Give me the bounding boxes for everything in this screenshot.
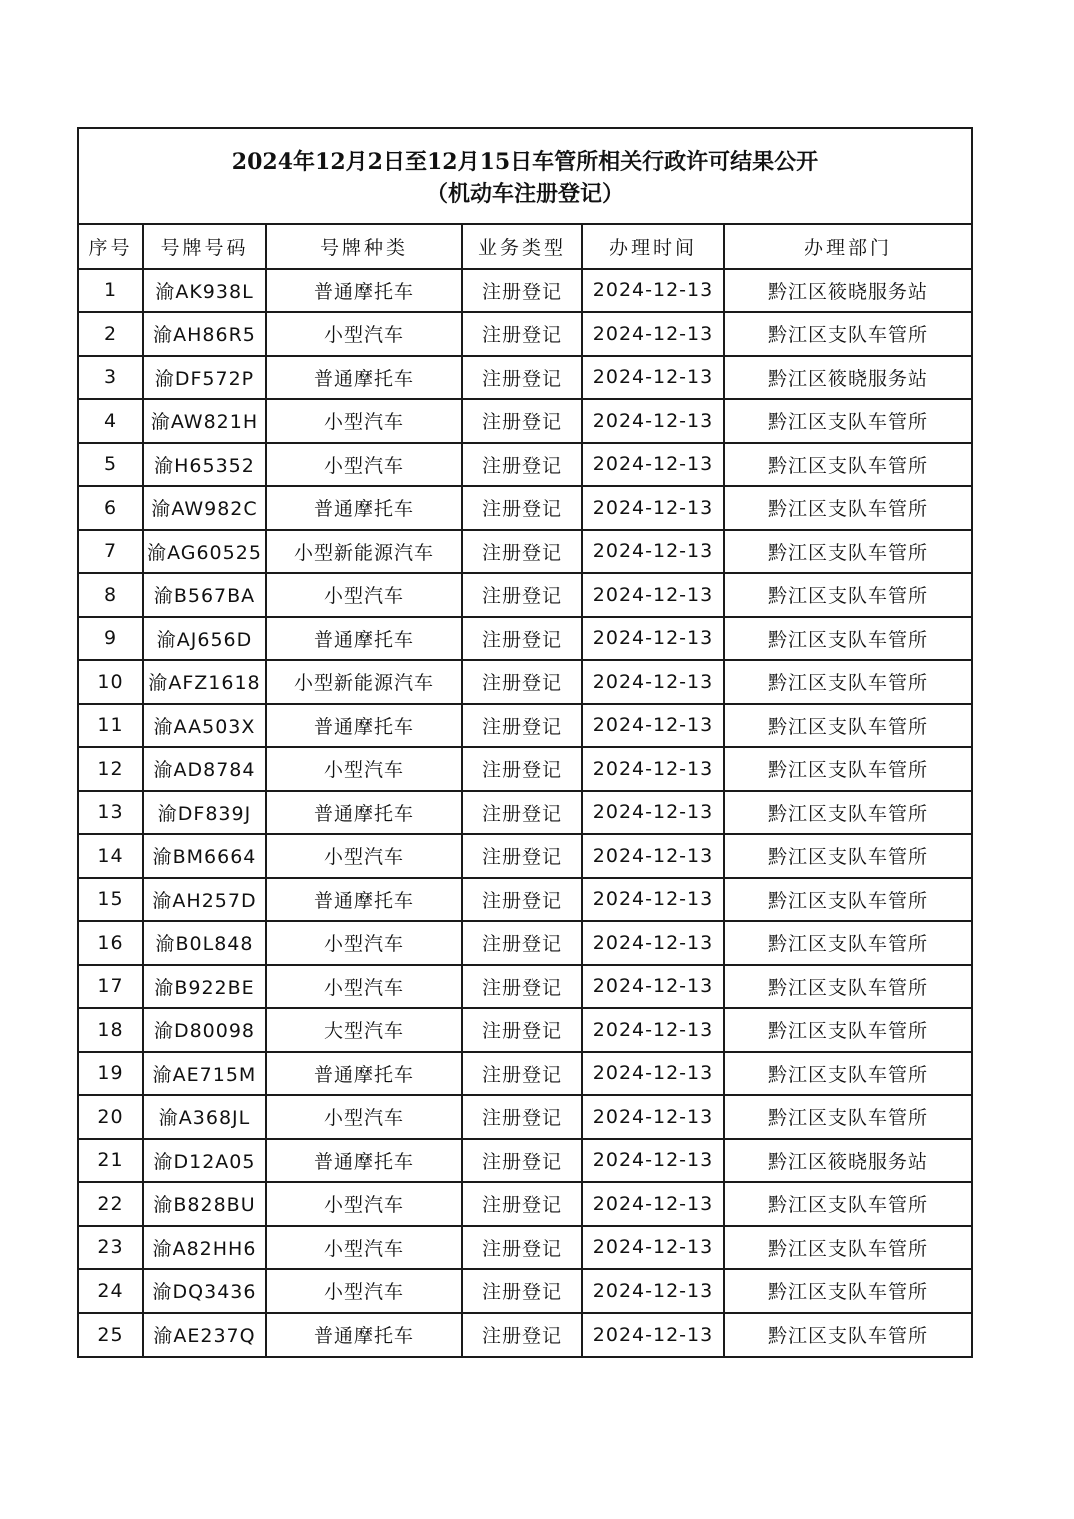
table-header-row (79, 225, 971, 269)
cell-serial: 4 (79, 399, 143, 443)
table-row (79, 747, 971, 791)
cell-business-type: 注册登记 (462, 965, 582, 1009)
cell-business-type: 注册登记 (462, 486, 582, 530)
table-row (79, 269, 971, 313)
cell-department: 黔江区支队车管所 (724, 443, 971, 487)
cell-department: 黔江区筱晓服务站 (724, 356, 971, 400)
cell-department: 黔江区支队车管所 (724, 1008, 971, 1052)
cell-serial: 19 (79, 1052, 143, 1096)
header-plate-number: 号牌号码 (143, 225, 266, 269)
cell-plate-type: 小型汽车 (266, 1095, 462, 1139)
table-row (79, 617, 971, 661)
table-row (79, 1269, 971, 1313)
cell-processing-date: 2024-12-13 (582, 530, 724, 574)
table-row (79, 1139, 971, 1183)
cell-plate-number: 渝AD8784 (143, 747, 266, 791)
cell-department: 黔江区支队车管所 (724, 486, 971, 530)
cell-processing-date: 2024-12-13 (582, 1095, 724, 1139)
cell-serial: 2 (79, 312, 143, 356)
cell-department: 黔江区支队车管所 (724, 530, 971, 574)
cell-department: 黔江区支队车管所 (724, 834, 971, 878)
cell-business-type: 注册登记 (462, 704, 582, 748)
table-row (79, 660, 971, 704)
table-row (79, 443, 971, 487)
cell-plate-number: 渝B922BE (143, 965, 266, 1009)
cell-department: 黔江区支队车管所 (767, 1325, 928, 1348)
header-plate-type: 号牌种类 (266, 225, 462, 269)
table-row (79, 1313, 971, 1357)
cell-plate-number: 渝A82HH6 (143, 1226, 266, 1270)
table-row (79, 834, 971, 878)
cell-department: 黔江区支队车管所 (724, 1052, 971, 1096)
cell-serial: 15 (79, 878, 143, 922)
cell-plate-type: 小型汽车 (266, 573, 462, 617)
cell-department: 黔江区支队车管所 (724, 791, 971, 835)
table-row (79, 573, 971, 617)
cell-serial: 21 (79, 1139, 143, 1183)
cell-serial: 7 (79, 530, 143, 574)
cell-plate-number: 渝AH257D (143, 878, 266, 922)
cell-business-type: 注册登记 (462, 921, 582, 965)
cell-business-type: 注册登记 (462, 573, 582, 617)
cell-plate-number: 渝AW982C (143, 486, 266, 530)
cell-plate-number: 渝AJ656D (143, 617, 266, 661)
cell-department: 黔江区支队车管所 (724, 1095, 971, 1139)
table-row (79, 878, 971, 922)
cell-processing-date: 2024-12-13 (582, 443, 724, 487)
header-department: 办理部门 (724, 225, 971, 269)
cell-plate-number: 渝DQ3436 (143, 1269, 266, 1313)
cell-department: 黔江区支队车管所 (724, 921, 971, 965)
table-row (79, 704, 971, 748)
cell-business-type: 注册登记 (462, 1052, 582, 1096)
cell-serial: 11 (79, 704, 143, 748)
header-business-type: 业务类型 (462, 225, 582, 269)
document-sheet (77, 127, 973, 1358)
cell-processing-date: 2024-12-13 (582, 1008, 724, 1052)
cell-serial: 22 (79, 1182, 143, 1226)
cell-processing-date: 2024-12-13 (582, 312, 724, 356)
cell-processing-date: 2024-12-13 (582, 1313, 724, 1357)
cell-business-type: 注册登记 (462, 1182, 582, 1226)
cell-processing-date: 2024-12-13 (582, 617, 724, 661)
cell-business-type: 注册登记 (462, 791, 582, 835)
cell-plate-number: 渝DF839J (143, 791, 266, 835)
cell-business-type: 注册登记 (462, 312, 582, 356)
cell-plate-type: 普通摩托车 (266, 791, 462, 835)
header-serial: 序号 (79, 225, 143, 269)
header-processing-date: 办理时间 (582, 225, 724, 269)
cell-department: 黔江区支队车管所 (724, 399, 971, 443)
cell-business-type: 注册登记 (462, 1139, 582, 1183)
cell-department: 黔江区支队车管所 (724, 747, 971, 791)
cell-processing-date: 2024-12-13 (582, 1226, 724, 1270)
cell-department: 黔江区支队车管所 (724, 1226, 971, 1270)
cell-processing-date: 2024-12-13 (582, 1269, 724, 1313)
title-block (79, 129, 971, 225)
cell-business-type: 注册登记 (462, 1269, 582, 1313)
cell-business-type: 注册登记 (462, 834, 582, 878)
cell-plate-number: 渝AE715M (143, 1052, 266, 1096)
cell-plate-type: 普通摩托车 (266, 269, 462, 313)
cell-plate-type: 普通摩托车 (266, 617, 462, 661)
cell-plate-number: 渝B0L848 (143, 921, 266, 965)
cell-plate-type: 小型汽车 (266, 965, 462, 1009)
cell-plate-type: 小型汽车 (266, 1226, 462, 1270)
document-title: 2024年12月2日至12月15日车管所相关行政许可结果公开 (231, 149, 819, 175)
cell-processing-date: 2024-12-13 (582, 1052, 724, 1096)
table-row (79, 1008, 971, 1052)
cell-business-type: 注册登记 (462, 878, 582, 922)
cell-plate-number: 渝D12A05 (143, 1139, 266, 1183)
cell-plate-type: 小型新能源汽车 (266, 660, 462, 704)
table-row (79, 965, 971, 1009)
cell-business-type: 注册登记 (462, 399, 582, 443)
table-row (79, 486, 971, 530)
cell-plate-type: 普通摩托车 (266, 878, 462, 922)
cell-processing-date: 2024-12-13 (582, 269, 724, 313)
table-row (79, 530, 971, 574)
cell-plate-type: 大型汽车 (266, 1008, 462, 1052)
cell-serial: 14 (79, 834, 143, 878)
cell-plate-number: 渝B567BA (143, 573, 266, 617)
table-row (79, 1226, 971, 1270)
cell-processing-date: 2024-12-13 (582, 356, 724, 400)
cell-plate-type: 小型汽车 (266, 834, 462, 878)
cell-serial: 13 (79, 791, 143, 835)
cell-plate-number: 渝AW821H (143, 399, 266, 443)
cell-plate-number: 渝B828BU (143, 1182, 266, 1226)
cell-plate-number: 渝AK938L (143, 269, 266, 313)
cell-processing-date: 2024-12-13 (582, 834, 724, 878)
cell-plate-type: 普通摩托车 (266, 1313, 462, 1357)
cell-plate-number: 渝AG60525 (143, 530, 266, 574)
cell-department: 黔江区支队车管所 (724, 1269, 971, 1313)
table-row (79, 1052, 971, 1096)
cell-serial: 17 (79, 965, 143, 1009)
cell-serial: 25 (79, 1313, 143, 1357)
cell-processing-date: 2024-12-13 (582, 921, 724, 965)
cell-department: 黔江区支队车管所 (724, 660, 971, 704)
cell-business-type: 注册登记 (462, 1008, 582, 1052)
cell-processing-date: 2024-12-13 (582, 1139, 724, 1183)
cell-plate-type: 小型汽车 (266, 399, 462, 443)
document-subtitle: （机动车注册登记） (425, 181, 624, 207)
cell-serial: 24 (79, 1269, 143, 1313)
cell-business-type: 注册登记 (462, 660, 582, 704)
cell-plate-number: 渝AH86R5 (143, 312, 266, 356)
cell-processing-date: 2024-12-13 (582, 660, 724, 704)
cell-plate-number: 渝A368JL (143, 1095, 266, 1139)
cell-plate-type: 小型汽车 (266, 1269, 462, 1313)
cell-serial: 20 (79, 1095, 143, 1139)
cell-plate-type: 小型汽车 (266, 921, 462, 965)
cell-serial: 18 (79, 1008, 143, 1052)
cell-plate-number: 渝AE237Q (143, 1313, 266, 1357)
cell-plate-number: 渝BM6664 (143, 834, 266, 878)
cell-plate-type: 小型汽车 (266, 1182, 462, 1226)
cell-serial: 6 (79, 486, 143, 530)
cell-department: 黔江区筱晓服务站 (724, 1139, 971, 1183)
cell-plate-number: 渝AFZ1618 (143, 660, 266, 704)
cell-plate-type: 普通摩托车 (266, 486, 462, 530)
cell-serial: 16 (79, 921, 143, 965)
cell-business-type: 注册登记 (462, 617, 582, 661)
table-row (79, 356, 971, 400)
cell-processing-date: 2024-12-13 (582, 747, 724, 791)
cell-processing-date: 2024-12-13 (582, 965, 724, 1009)
cell-plate-type: 普通摩托车 (266, 1052, 462, 1096)
registration-table (79, 225, 971, 1356)
table-row (79, 921, 971, 965)
table-row (79, 791, 971, 835)
table-row (79, 1182, 971, 1226)
cell-business-type: 注册登记 (462, 443, 582, 487)
cell-plate-type: 小型汽车 (266, 747, 462, 791)
table-row (79, 1095, 971, 1139)
cell-business-type: 注册登记 (462, 1095, 582, 1139)
cell-department: 黔江区支队车管所 (724, 617, 971, 661)
cell-processing-date: 2024-12-13 (582, 878, 724, 922)
cell-department: 黔江区支队车管所 (724, 312, 971, 356)
cell-serial: 9 (79, 617, 143, 661)
table-row (79, 399, 971, 443)
cell-serial: 10 (79, 660, 143, 704)
cell-processing-date: 2024-12-13 (582, 704, 724, 748)
cell-department: 黔江区筱晓服务站 (724, 269, 971, 313)
cell-plate-type: 小型汽车 (266, 312, 462, 356)
cell-business-type: 注册登记 (462, 1313, 582, 1357)
table-row (79, 312, 971, 356)
cell-processing-date: 2024-12-13 (582, 1182, 724, 1226)
cell-processing-date: 2024-12-13 (582, 573, 724, 617)
cell-serial: 8 (79, 573, 143, 617)
cell-processing-date: 2024-12-13 (582, 791, 724, 835)
cell-serial: 3 (79, 356, 143, 400)
cell-plate-number: 渝DF572P (143, 356, 266, 400)
table-body (79, 269, 971, 1357)
cell-department: 黔江区支队车管所 (724, 1182, 971, 1226)
cell-department: 黔江区支队车管所 (724, 573, 971, 617)
cell-department: 黔江区支队车管所 (724, 965, 971, 1009)
cell-plate-number: 渝D80098 (143, 1008, 266, 1052)
cell-serial: 5 (79, 443, 143, 487)
cell-serial: 12 (79, 747, 143, 791)
cell-serial: 1 (79, 269, 143, 313)
cell-plate-number: 渝AA503X (143, 704, 266, 748)
cell-business-type: 注册登记 (462, 269, 582, 313)
cell-department: 黔江区支队车管所 (724, 704, 971, 748)
cell-plate-number: 渝H65352 (143, 443, 266, 487)
cell-business-type: 注册登记 (462, 356, 582, 400)
cell-plate-type: 小型新能源汽车 (266, 530, 462, 574)
cell-plate-type: 普通摩托车 (266, 356, 462, 400)
cell-department: 黔江区支队车管所 (724, 878, 971, 922)
cell-plate-type: 普通摩托车 (266, 1139, 462, 1183)
cell-processing-date: 2024-12-13 (582, 399, 724, 443)
cell-plate-type: 普通摩托车 (266, 704, 462, 748)
cell-business-type: 注册登记 (462, 1226, 582, 1270)
cell-serial: 23 (79, 1226, 143, 1270)
cell-business-type: 注册登记 (462, 747, 582, 791)
cell-processing-date: 2024-12-13 (582, 486, 724, 530)
cell-plate-type: 小型汽车 (266, 443, 462, 487)
cell-business-type: 注册登记 (462, 530, 582, 574)
